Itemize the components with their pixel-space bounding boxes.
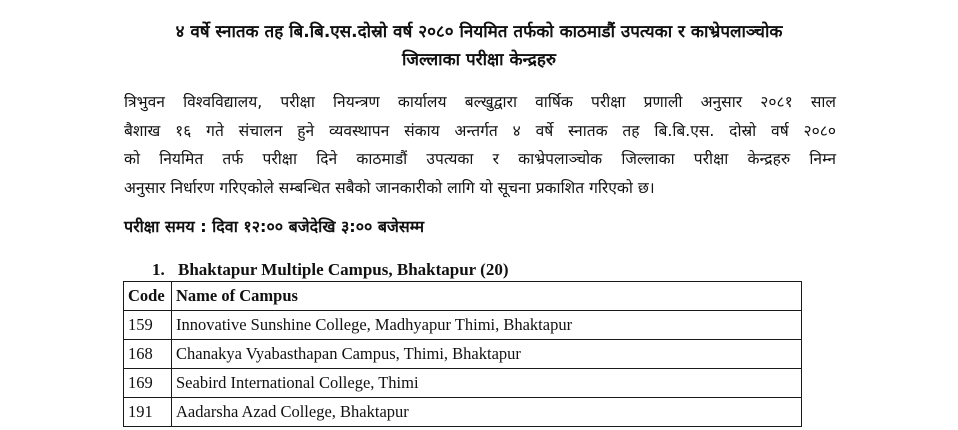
campus-table	[123, 281, 802, 427]
exam-time: परीक्षा समय : दिवा १२:०० बजेदेखि ३:०० बजेसम्म	[124, 217, 425, 236]
column-header-name: Name of Campus	[172, 282, 802, 311]
notice-title-line-2: जिल्लाका परीक्षा केन्द्रहरु	[401, 50, 557, 70]
table-row	[124, 369, 802, 398]
table-row	[124, 340, 802, 369]
campus-name: Seabird International College, Thimi	[172, 369, 802, 398]
table-header-row	[124, 282, 802, 311]
section-heading	[152, 260, 508, 280]
paragraph-line: बैशाख १६ गते संचालन हुने व्यवस्थापन संकाय अन्तर्गत ४ वर्षे स्नातक तह बि.बि.एस. दोस्रो वर्ष २०८०	[124, 121, 836, 140]
column-header-code: Code	[124, 282, 172, 311]
table-row	[124, 398, 802, 427]
campus-code: 191	[124, 398, 172, 427]
section-title: Bhaktapur Multiple Campus, Bhaktapur (20)	[178, 260, 509, 279]
campus-code: 169	[124, 369, 172, 398]
notice-title-line-1: ४ वर्षे स्नातक तह बि.बि.एस.दोस्रो वर्ष २०८० नियमित तर्फको काठमाडौं उपत्यका र काभ्रेपलाञ्चोक	[175, 22, 783, 42]
campus-name: Chanakya Vyabasthapan Campus, Thimi, Bhaktapur	[172, 340, 802, 369]
notice-paragraph	[124, 88, 836, 202]
campus-code: 159	[124, 311, 172, 340]
campus-name: Innovative Sunshine College, Madhyapur Thimi, Bhaktapur	[172, 311, 802, 340]
paragraph-line: त्रिभुवन विश्वविद्यालय, परीक्षा नियन्त्रण कार्यालय बल्खुद्वारा वार्षिक परीक्षा प्रणाली अनुसार २०८१ साल	[124, 93, 836, 111]
paragraph-line: अनुसार निर्धारण गरिएकोले सम्बन्धित सबैको जानकारीको लागि यो सूचना प्रकाशित गरिएको छ।	[124, 178, 655, 197]
paragraph-line: को नियमित तर्फ परीक्षा दिने काठमाडौं उपत्यका र काभ्रेपलाञ्चोक जिल्लाका परीक्षा केन्द्रहरु निम्न	[124, 150, 836, 168]
campus-code: 168	[124, 340, 172, 369]
table-row	[124, 311, 802, 340]
section-number: 1.	[152, 260, 165, 279]
campus-name: Aadarsha Azad College, Bhaktapur	[172, 398, 802, 427]
